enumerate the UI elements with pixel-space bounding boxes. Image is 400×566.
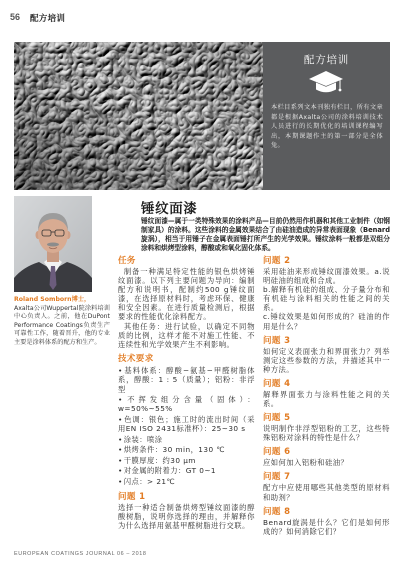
cap-board — [309, 71, 343, 86]
question-text: 配方中应使用哪些其他类型的原材料和助剂？ — [263, 483, 390, 502]
article-lead: 锤纹面漆—属于一类特殊效果的涂料产品—目前仍然用作机器和其他工业制件（如钢制家具）的涂料。这些涂料的金属效果结合了由硅油造成的异常表面现象（Benard旋涡），相当于用锤子在金属表面锤打所产生的光学效果。锤纹涂料一般都是双组分涂料和烘烤型涂料，醇酸或和氧化固化体系。 — [141, 217, 390, 252]
requirement-item: • 不挥发组分含量（固体）：w=50%~55% — [118, 395, 255, 413]
author-name: Roland Somborn博士， — [14, 296, 91, 303]
question-text: c.锤纹效果是如何形成的？硅油的作用是什么？ — [263, 312, 390, 331]
question-text: 应如何加入铝粉和硅油？ — [263, 458, 349, 468]
question-text: 采用硅油来形成锤纹面漆效果。a.说明硅油的组成和合成。 — [263, 267, 390, 286]
author-portrait — [14, 196, 92, 292]
question-heading: 问题 4 — [263, 378, 291, 389]
question-heading: 问题 1 — [118, 491, 146, 502]
question-heading: 问题 7 — [263, 472, 291, 483]
requirement-item: • 涂装：喷涂 — [118, 435, 255, 444]
question-heading: 问题 6 — [263, 447, 291, 458]
page-number: 56 — [10, 12, 21, 22]
question-text: 如何定义表面张力和界面张力？列举测定这些参数的方法，并描述其中一种方法。 — [263, 346, 390, 374]
question-heading: 问题 2 — [263, 256, 291, 266]
portrait-mustache — [47, 243, 59, 247]
requirement-item: • 干膜厚度：约30 μm — [118, 456, 255, 465]
section-title: 配方培训 — [30, 14, 66, 24]
question-text: 说明制作非浮型铝粉的工艺，这些特殊铝粉对涂料的特性是什么？ — [263, 424, 390, 443]
question-text: Benard旋涡是什么？它们是如何形成的？如何消除它们？ — [263, 517, 390, 536]
question-text: b.解释有机硅的组成、分子量分布和有机硅与涂料相关的性能之间的关系。 — [263, 285, 390, 313]
texture-shading — [14, 42, 263, 190]
requirement-item: • 色调：银色；施工时的流出时间（采用EN ISO 2431标准杯）：25~30 s — [118, 415, 255, 433]
requirements-heading: 技术要求 — [118, 353, 154, 364]
requirement-item: • 基料体系：醇酸−氨基−甲醛树脂体系，醇酸：1 : 5（质量）；铝粉：非浮型 — [118, 366, 255, 393]
journal-footer: EUROPEAN COATINGS JOURNAL 06 – 2018 — [14, 551, 147, 557]
question-text: 解释界面张力与涂料性能之间的关系。 — [263, 389, 390, 409]
info-box-title: 配方培训 — [303, 54, 350, 66]
question-heading: 问题 5 — [263, 413, 291, 424]
article-column-right — [263, 256, 390, 536]
article-column-middle — [118, 256, 255, 530]
task-paragraph: 制备一种满足特定性能的银色烘烤锤纹面漆。以下列主要问题为导向：编制配方和说明书，配制约500 g锤纹面漆，在选择原材料时，考虑环保、健康和安全因素。在进行质量检测后，根据要求的性能优化涂料配方。 — [118, 267, 255, 322]
author-bio: Axalta公司Wuppertal院涂料培训中心负责人。之前，他在DuPont Performance Coatings负责生产可靠性工作，随着晋升，他的专业主要是涂料体系的配方和生产。 — [14, 304, 110, 346]
task-paragraph: 其他任务：进行试验，以确定不同物质的比例，这样才能不对施工性能、不连续性和光学效果产生不利影响。 — [118, 321, 255, 349]
hammer-texture-image — [14, 42, 263, 190]
hammer-finish-photo — [14, 42, 263, 190]
cap-tassel — [339, 89, 342, 92]
graduation-cap-icon — [308, 69, 344, 97]
info-box-text: 本栏目系列文本刊独有栏目，所有文章都是根据Axalta公司的涂料培训技术人员进行的长期优化的培训课程编写出，本期课题作主的第一部分是全体兔。 — [271, 104, 383, 150]
question-heading: 问题 8 — [263, 506, 291, 517]
requirement-item: • 烘烤条件：30 min，130 ℃ — [118, 445, 255, 454]
task-heading: 任务 — [118, 256, 136, 266]
requirement-item: • 对金属的附着力：GT 0~1 — [118, 466, 255, 475]
requirement-item: • 闪点：> 21℃ — [118, 477, 255, 486]
info-box — [263, 42, 390, 190]
author-caption — [14, 296, 110, 348]
question-heading: 问题 3 — [263, 335, 291, 346]
question-text: 选择一种适合制备烘烤型锤纹面漆的醇酸树脂，说明你选择的理由，并解释你为什么选择用氨基甲醛树脂进行交联。 — [118, 502, 255, 531]
article-title: 锤纹面漆 — [141, 201, 198, 217]
